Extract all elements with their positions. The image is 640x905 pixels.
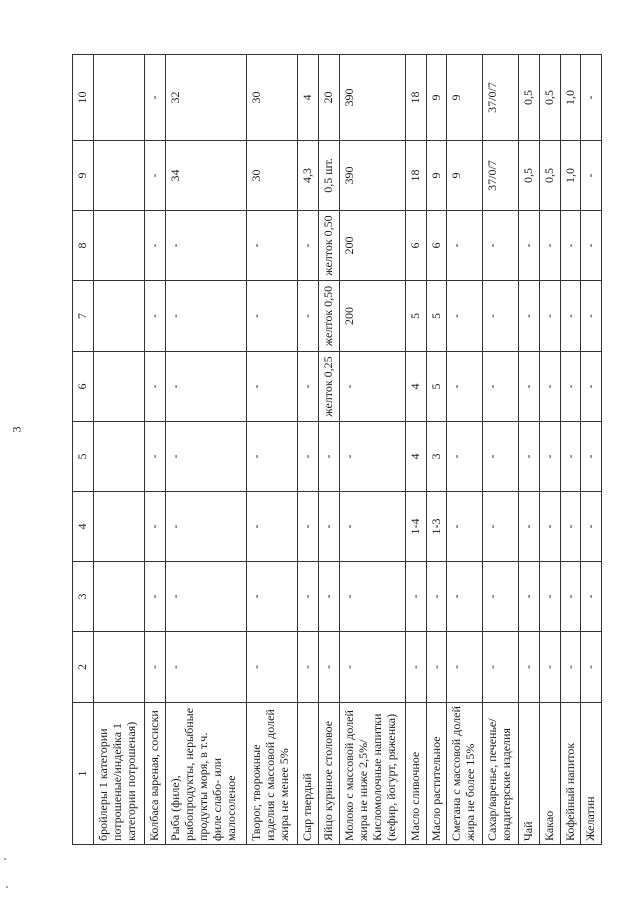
value-cell: - — [447, 492, 483, 562]
value-cell: - — [581, 422, 602, 492]
column-number-3: 3 — [73, 562, 94, 632]
table-row — [298, 55, 319, 845]
value-cell: 6 — [406, 211, 427, 281]
value-cell: - — [247, 492, 298, 562]
value-cell: 1-4 — [406, 492, 427, 562]
value-cell: - — [319, 422, 340, 492]
value-cell: - — [483, 211, 519, 281]
value-cell: - — [298, 281, 319, 352]
value-cell: - — [581, 632, 602, 703]
value-cell: 4 — [406, 352, 427, 422]
value-cell: 200 — [339, 211, 405, 281]
value-cell: - — [581, 281, 602, 352]
value-cell: - — [165, 211, 247, 281]
value-cell: - — [581, 211, 602, 281]
column-number-1: 1 — [73, 703, 94, 845]
value-cell: - — [519, 562, 540, 632]
product-name-cell: Сметана с массовой долей жира не более 15% — [447, 703, 483, 845]
column-number-5: 5 — [73, 422, 94, 492]
value-cell: - — [339, 632, 405, 703]
product-name-cell: Масло сливочное — [406, 703, 427, 845]
value-cell: - — [560, 281, 581, 352]
product-name-cell: Какао — [539, 703, 560, 845]
value-cell: - — [560, 632, 581, 703]
value-cell: - — [539, 492, 560, 562]
value-cell: 3 — [426, 422, 447, 492]
value-cell: 0,5 шт. — [319, 141, 340, 211]
page-number: 3 — [9, 426, 24, 433]
column-number-7: 7 — [73, 281, 94, 352]
value-cell: 9 — [426, 55, 447, 141]
value-cell: - — [539, 211, 560, 281]
product-name-cell: Желатин — [581, 703, 602, 845]
product-name-cell: Чай — [519, 703, 540, 845]
scan-speck — [6, 886, 8, 888]
value-cell: - — [247, 281, 298, 352]
value-cell: - — [165, 492, 247, 562]
scan-speck — [4, 858, 6, 860]
value-cell: - — [483, 492, 519, 562]
value-cell: - — [145, 211, 166, 281]
value-cell: 200 — [339, 281, 405, 352]
product-name-cell: Творог, творожные изделия с массовой долей жира не менее 5% — [247, 703, 298, 845]
value-cell — [94, 352, 145, 422]
value-cell: - — [447, 422, 483, 492]
value-cell: 37/0/7 — [483, 55, 519, 141]
value-cell: 4 — [406, 422, 427, 492]
table-row — [165, 55, 247, 845]
product-name-cell: Сахар/варенье, печенье/кондитерские изделия — [483, 703, 519, 845]
value-cell: 18 — [406, 141, 427, 211]
column-number-8: 8 — [73, 211, 94, 281]
value-cell: - — [247, 632, 298, 703]
value-cell: - — [519, 211, 540, 281]
value-cell: - — [581, 352, 602, 422]
value-cell: - — [247, 211, 298, 281]
value-cell: - — [145, 632, 166, 703]
table-row — [447, 55, 483, 845]
value-cell: желток 0,50 — [319, 281, 340, 352]
value-cell: - — [145, 281, 166, 352]
value-cell: - — [483, 632, 519, 703]
product-name-cell: Яйцо куриное столовое — [319, 703, 340, 845]
value-cell: - — [539, 281, 560, 352]
value-cell: - — [483, 352, 519, 422]
value-cell: 30 — [247, 141, 298, 211]
table-row — [406, 55, 427, 845]
value-cell: - — [519, 281, 540, 352]
value-cell: 30 — [247, 55, 298, 141]
value-cell: - — [519, 492, 540, 562]
value-cell: 6 — [426, 211, 447, 281]
value-cell: - — [298, 492, 319, 562]
value-cell: - — [165, 422, 247, 492]
table-row — [319, 55, 340, 845]
value-cell: - — [145, 55, 166, 141]
value-cell: - — [298, 562, 319, 632]
value-cell — [94, 55, 145, 141]
value-cell: - — [339, 492, 405, 562]
value-cell: - — [581, 492, 602, 562]
table-row — [519, 55, 540, 845]
value-cell: - — [426, 562, 447, 632]
value-cell: 4,3 — [298, 141, 319, 211]
table-row — [339, 55, 405, 845]
value-cell: 390 — [339, 55, 405, 141]
value-cell — [94, 422, 145, 492]
value-cell: желток 0,50 — [319, 211, 340, 281]
value-cell: - — [560, 422, 581, 492]
value-cell: 0,5 — [519, 55, 540, 141]
value-cell: - — [447, 352, 483, 422]
value-cell: - — [319, 632, 340, 703]
value-cell: - — [247, 422, 298, 492]
column-number-9: 9 — [73, 141, 94, 211]
table-row — [581, 55, 602, 845]
product-name-cell: Молоко с массовой долей жира не ниже 2,5%/Кисломолочные напитки (кефир, йогурт, ряженка) — [339, 703, 405, 845]
table-row — [426, 55, 447, 845]
value-cell: - — [339, 422, 405, 492]
value-cell: 37/0/7 — [483, 141, 519, 211]
value-cell: - — [483, 562, 519, 632]
product-name-cell: Масло растительное — [426, 703, 447, 845]
value-cell: - — [539, 562, 560, 632]
value-cell: - — [519, 422, 540, 492]
value-cell — [94, 141, 145, 211]
value-cell — [94, 211, 145, 281]
value-cell: - — [560, 352, 581, 422]
value-cell: 0,5 — [539, 141, 560, 211]
value-cell: - — [165, 632, 247, 703]
value-cell: - — [539, 632, 560, 703]
value-cell: - — [165, 352, 247, 422]
value-cell: 32 — [165, 55, 247, 141]
value-cell: - — [319, 562, 340, 632]
value-cell: - — [447, 632, 483, 703]
value-cell: 20 — [319, 55, 340, 141]
value-cell: 18 — [406, 55, 427, 141]
value-cell — [94, 492, 145, 562]
value-cell: - — [406, 562, 427, 632]
value-cell: 5 — [426, 281, 447, 352]
value-cell: - — [339, 562, 405, 632]
value-cell: желток 0,25 — [319, 352, 340, 422]
table-row — [247, 55, 298, 845]
value-cell: - — [519, 352, 540, 422]
value-cell — [94, 632, 145, 703]
value-cell: 5 — [406, 281, 427, 352]
table-row — [94, 55, 145, 845]
value-cell: 34 — [165, 141, 247, 211]
value-cell: 390 — [339, 141, 405, 211]
product-name-cell: Кофейный напиток — [560, 703, 581, 845]
value-cell: - — [539, 422, 560, 492]
value-cell: 4 — [298, 55, 319, 141]
value-cell: - — [539, 352, 560, 422]
value-cell: - — [483, 281, 519, 352]
value-cell: - — [247, 352, 298, 422]
value-cell: 9 — [426, 141, 447, 211]
value-cell: - — [406, 632, 427, 703]
value-cell: - — [145, 422, 166, 492]
column-number-6: 6 — [73, 352, 94, 422]
header-row — [73, 55, 94, 845]
value-cell: - — [447, 211, 483, 281]
value-cell: - — [165, 281, 247, 352]
value-cell: - — [560, 211, 581, 281]
value-cell: - — [581, 141, 602, 211]
value-cell: - — [447, 281, 483, 352]
value-cell: - — [560, 562, 581, 632]
value-cell: - — [298, 352, 319, 422]
value-cell: 9 — [447, 141, 483, 211]
value-cell: 0,5 — [519, 141, 540, 211]
table-row — [560, 55, 581, 845]
table-row — [539, 55, 560, 845]
rotated-page-content — [72, 55, 602, 845]
column-number-2: 2 — [73, 632, 94, 703]
value-cell: - — [483, 422, 519, 492]
value-cell: - — [426, 632, 447, 703]
value-cell — [94, 562, 145, 632]
value-cell: - — [145, 141, 166, 211]
value-cell: - — [519, 632, 540, 703]
product-name-cell: Рыба (филе), рыбопродукты, нерыбные продукты моря, в т.ч. филе слабо- или малосоленое — [165, 703, 247, 845]
value-cell: - — [560, 492, 581, 562]
value-cell: - — [165, 562, 247, 632]
value-cell: - — [298, 422, 319, 492]
value-cell: 1,0 — [560, 141, 581, 211]
table-row — [145, 55, 166, 845]
value-cell: - — [145, 492, 166, 562]
value-cell: - — [298, 211, 319, 281]
column-number-10: 10 — [73, 55, 94, 141]
value-cell: - — [298, 632, 319, 703]
value-cell: - — [581, 562, 602, 632]
value-cell: 0,5 — [539, 55, 560, 141]
column-number-4: 4 — [73, 492, 94, 562]
product-name-cell: Колбаса вареная, сосиски — [145, 703, 166, 845]
value-cell: 9 — [447, 55, 483, 141]
value-cell: - — [581, 55, 602, 141]
value-cell: - — [145, 352, 166, 422]
value-cell: - — [339, 352, 405, 422]
product-name-cell: Сыр твердый — [298, 703, 319, 845]
value-cell: - — [447, 562, 483, 632]
value-cell: - — [247, 562, 298, 632]
value-cell: 5 — [426, 352, 447, 422]
product-name-cell: бройлеры 1 категории потрошеные/индейка 1 категории потрошеная) — [94, 703, 145, 845]
value-cell: 1,0 — [560, 55, 581, 141]
ration-table — [72, 54, 602, 845]
value-cell: 1-3 — [426, 492, 447, 562]
value-cell: - — [145, 562, 166, 632]
value-cell: - — [319, 492, 340, 562]
table-row — [483, 55, 519, 845]
value-cell — [94, 281, 145, 352]
